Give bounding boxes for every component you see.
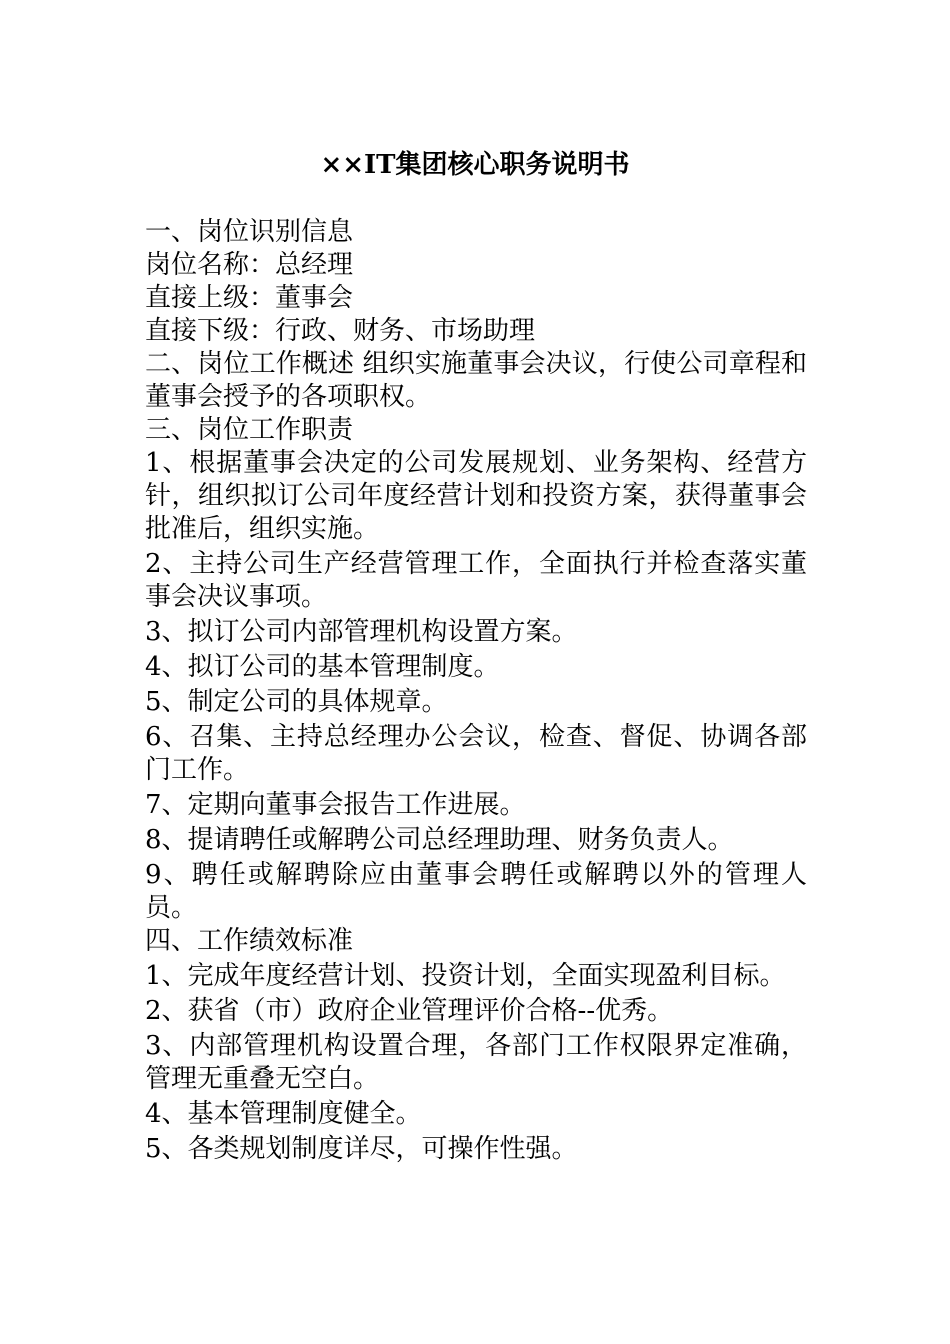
duty-item: 3、拟订公司内部管理机构设置方案。 xyxy=(145,617,578,647)
section-heading-duties: 三、岗位工作职责 xyxy=(145,415,354,445)
performance-item: 4、基本管理制度健全。 xyxy=(145,1099,422,1129)
section-heading-performance: 四、工作绩效标准 xyxy=(145,926,354,956)
direct-superior: 直接上级：董事会 xyxy=(145,283,354,313)
duty-item: 7、定期向董事会报告工作进展。 xyxy=(145,790,526,820)
duty-item: 4、拟订公司的基本管理制度。 xyxy=(145,652,500,682)
duty-item: 8、提请聘任或解聘公司总经理助理、财务负责人。 xyxy=(145,825,734,855)
duty-item: 5、制定公司的具体规章。 xyxy=(145,687,448,717)
duty-item: 6、召集、主持总经理办公会议，检查、督促、协调各部门工作。 xyxy=(145,722,807,785)
document-title: ××IT集团核心职务说明书 xyxy=(320,150,630,180)
performance-item: 3、内部管理机构设置合理，各部门工作权限界定准确，管理无重叠无空白。 xyxy=(145,1031,807,1094)
document-body xyxy=(145,216,807,1168)
direct-subordinates: 直接下级：行政、财务、市场助理 xyxy=(145,316,536,346)
section-heading-identification: 一、岗位识别信息 xyxy=(145,217,354,247)
position-name: 岗位名称：总经理 xyxy=(145,250,354,280)
section-heading-overview: 二、岗位工作概述 组织实施董事会决议，行使公司章程和董事会授予的各项职权。 xyxy=(145,349,807,412)
duty-item: 1、根据董事会决定的公司发展规划、业务架构、经营方针，组织拟订公司年度经营计划和投资方案，获得董事会批准后，组织实施。 xyxy=(145,448,807,544)
duty-item: 2、主持公司生产经营管理工作，全面执行并检查落实董事会决议事项。 xyxy=(145,549,807,612)
performance-item: 2、获省（市）政府企业管理评价合格--优秀。 xyxy=(145,996,674,1026)
duty-item: 9、聘任或解聘除应由董事会聘任或解聘以外的管理人员。 xyxy=(145,860,807,923)
performance-item: 5、各类规划制度详尽，可操作性强。 xyxy=(145,1134,578,1164)
performance-item: 1、完成年度经营计划、投资计划，全面实现盈利目标。 xyxy=(145,961,786,991)
